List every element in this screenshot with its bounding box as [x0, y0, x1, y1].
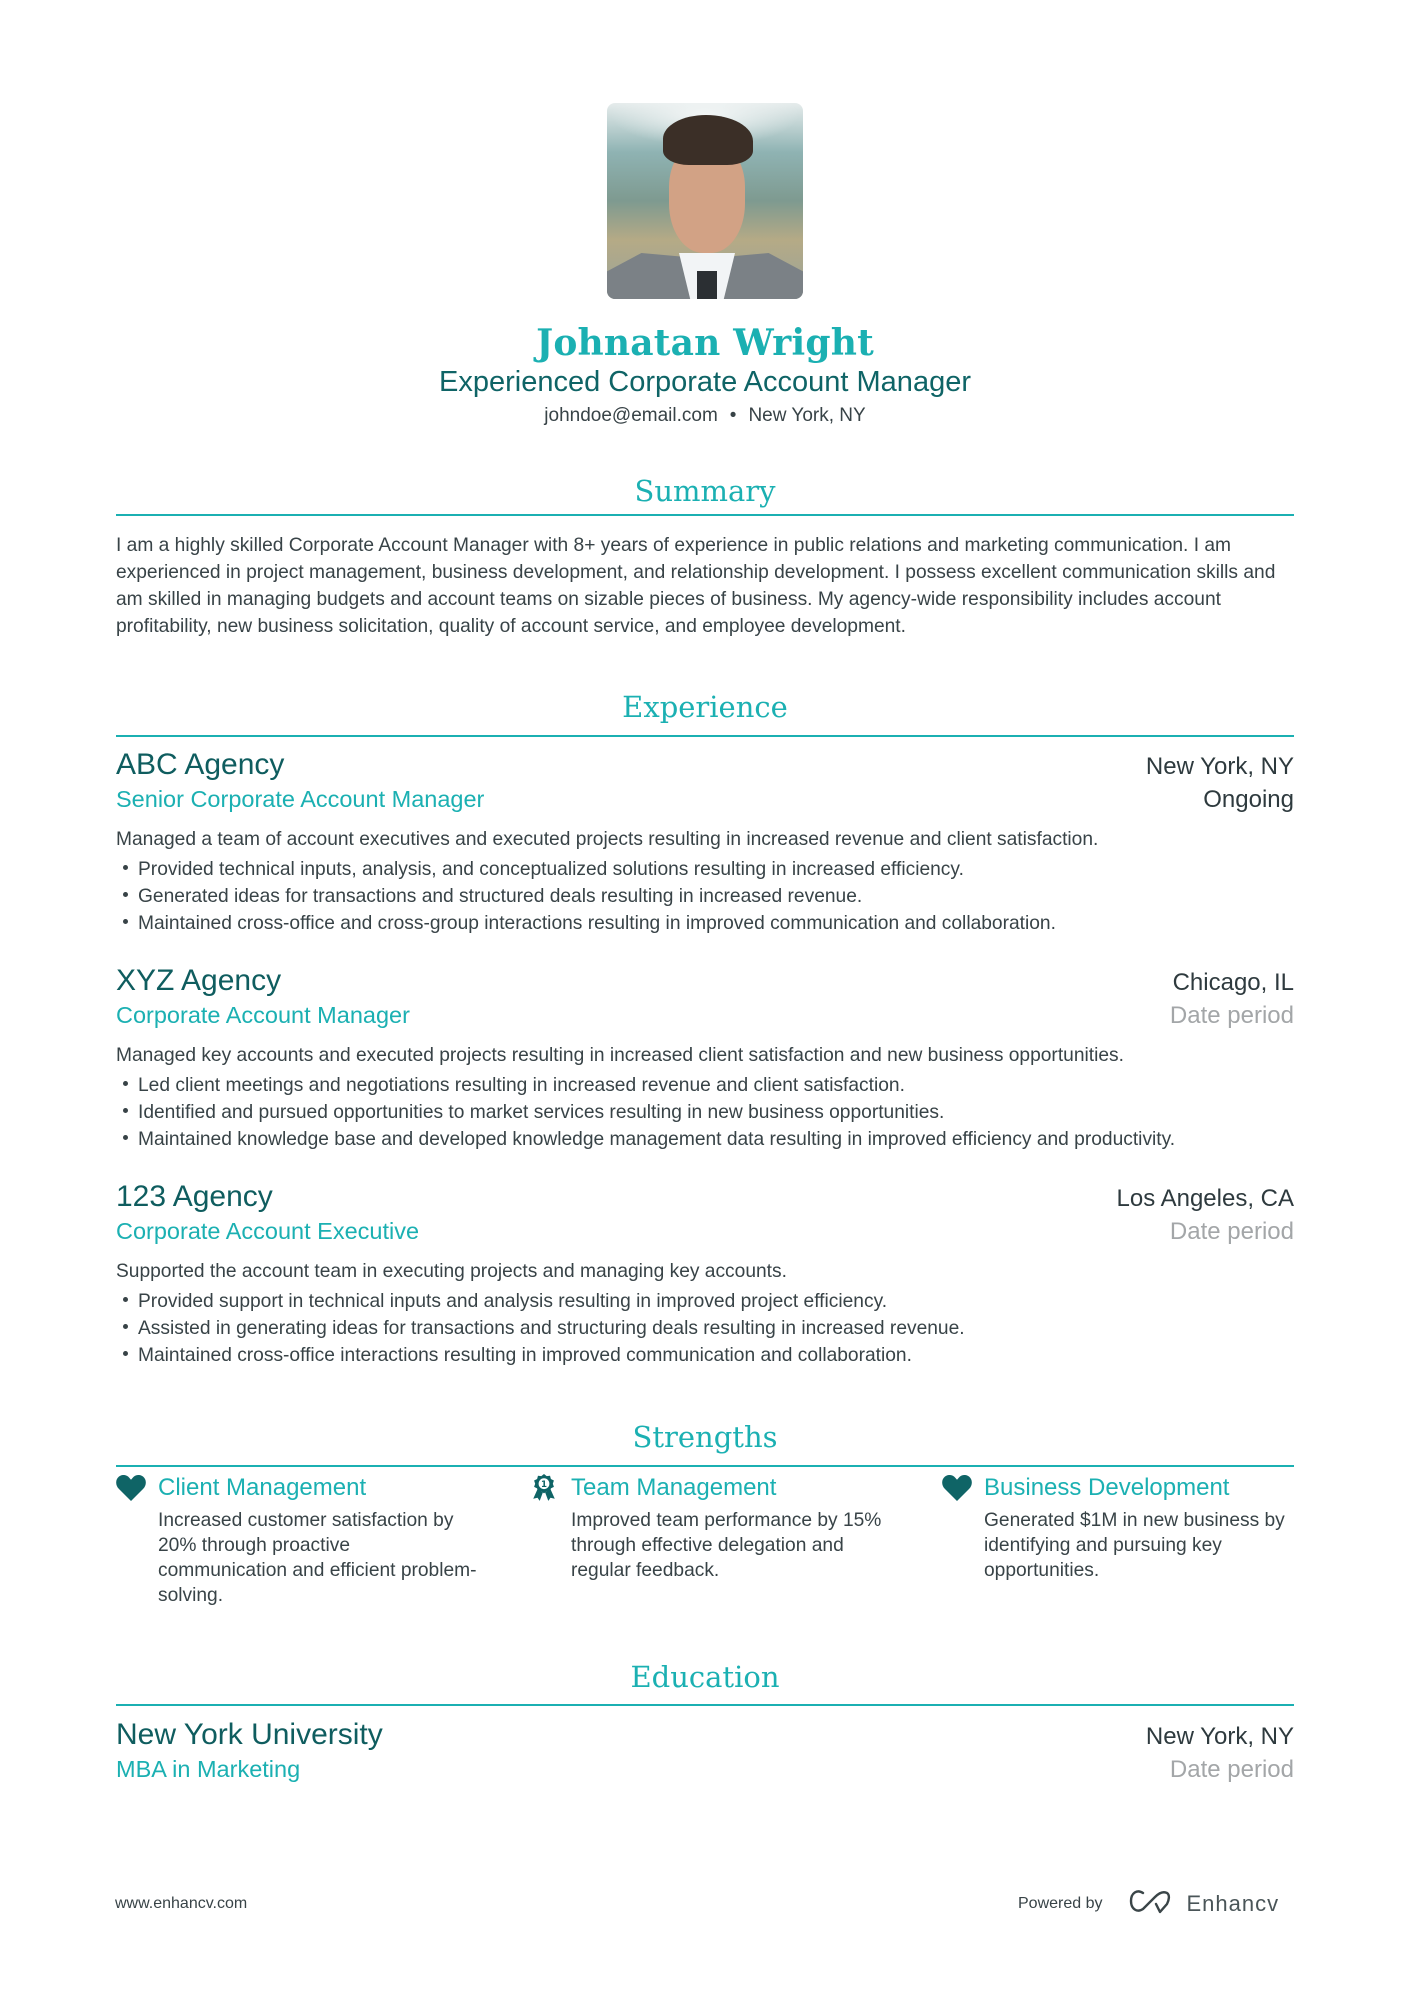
powered-by-label: Powered by	[1018, 1894, 1103, 1912]
heart-icon	[942, 1474, 972, 1502]
section-title-strengths: Strengths	[632, 1420, 778, 1454]
strength-description: Increased customer satisfaction by 20% through proactive communication and efficient problem-solving.	[158, 1510, 477, 1606]
strength-description: Improved team performance by 15% through effective delegation and regular feedback.	[571, 1510, 882, 1581]
footer-powered-by	[1018, 1888, 1279, 1919]
strength-title: Client Management	[158, 1474, 367, 1501]
strength-item	[529, 1474, 909, 1583]
degree: MBA in Marketing	[116, 1756, 301, 1782]
job-description: Managed a team of account executives and executed projects resulting in increased revenue and client satisfaction.	[116, 829, 1099, 850]
section-divider	[116, 1704, 1294, 1706]
company-name: XYZ Agency	[116, 964, 282, 997]
contact-separator: •	[729, 405, 737, 426]
job-bullets	[116, 856, 1294, 937]
bullet-item: Generated ideas for transactions and structured deals resulting in increased revenue.	[116, 883, 1294, 910]
company-name: 123 Agency	[116, 1180, 273, 1213]
profile-photo	[607, 103, 803, 299]
strength-title: Business Development	[984, 1474, 1230, 1501]
bullet-item: Assisted in generating ideas for transactions and structuring deals resulting in increased revenue.	[116, 1315, 1294, 1342]
contact-email[interactable]: johndoe@email.com	[544, 405, 718, 426]
bullet-item: Identified and pursued opportunities to market services resulting in new business opportunities.	[116, 1099, 1294, 1126]
bullet-item: Provided technical inputs, analysis, and conceptualized solutions resulting in increased efficiency.	[116, 856, 1294, 883]
bullet-item: Maintained knowledge base and developed knowledge management data resulting in improved efficiency and productivity.	[116, 1126, 1294, 1153]
contact-location: New York, NY	[748, 405, 866, 426]
strength-item	[116, 1474, 496, 1608]
school-name: New York University	[116, 1718, 383, 1751]
company-name: ABC Agency	[116, 748, 285, 781]
bullet-item: Led client meetings and negotiations resulting in increased revenue and client satisfaction.	[116, 1072, 1294, 1099]
experience-entry	[116, 964, 1294, 1153]
section-title-summary: Summary	[634, 474, 776, 508]
bullet-item: Maintained cross-office and cross-group interactions resulting in improved communication and collaboration.	[116, 910, 1294, 937]
strength-description: Generated $1M in new business by identifying and pursuing key opportunities.	[984, 1510, 1285, 1581]
school-location: New York, NY	[1145, 1723, 1294, 1750]
heart-icon	[116, 1474, 146, 1502]
award-ribbon-icon	[529, 1474, 559, 1502]
job-location: New York, NY	[1145, 753, 1294, 780]
bullet-item: Maintained cross-office interactions resulting in improved communication and collaboration.	[116, 1342, 1294, 1369]
experience-entry	[116, 1180, 1294, 1369]
enhancv-brand[interactable]: Enhancv	[1186, 1890, 1280, 1916]
job-date: Ongoing	[1203, 786, 1294, 813]
job-location: Los Angeles, CA	[1116, 1185, 1294, 1212]
summary-text: I am a highly skilled Corporate Account Manager with 8+ years of experience in public relations and marketing communication. I am experienced in project management, business development, and relationship development. I possess excellent communication skills and am skilled in managing budgets and account teams on sizable pieces of business. My agency-wide responsibility includes account profitability, new business solicitation, quality of account service, and employee development.	[116, 535, 1276, 637]
job-title: Corporate Account Executive	[116, 1218, 420, 1244]
section-divider	[116, 514, 1294, 516]
svg-text:1: 1	[541, 1479, 547, 1490]
section-title-education: Education	[630, 1660, 780, 1694]
education-entry	[116, 1718, 1294, 1784]
section-divider	[116, 735, 1294, 737]
enhancv-logo-icon	[1129, 1888, 1177, 1919]
job-bullets	[116, 1288, 1294, 1369]
job-description: Managed key accounts and executed projects resulting in increased client satisfaction and new business opportunities.	[116, 1045, 1124, 1066]
strength-item	[942, 1474, 1322, 1583]
section-title-experience: Experience	[622, 690, 788, 724]
job-description: Supported the account team in executing projects and managing key accounts.	[116, 1261, 787, 1282]
section-divider	[116, 1465, 1294, 1467]
job-date: Date period	[1169, 1002, 1294, 1029]
job-title: Corporate Account Manager	[116, 1002, 410, 1028]
job-date: Date period	[1169, 1218, 1294, 1245]
job-location: Chicago, IL	[1172, 969, 1294, 996]
education-date: Date period	[1169, 1756, 1294, 1783]
candidate-name: Johnatan Wright	[536, 322, 874, 364]
footer-website-link[interactable]: www.enhancv.com	[115, 1895, 248, 1912]
contact-line	[116, 405, 1294, 427]
job-title: Senior Corporate Account Manager	[116, 786, 485, 812]
candidate-headline: Experienced Corporate Account Manager	[439, 366, 971, 398]
job-bullets	[116, 1072, 1294, 1153]
strength-title: Team Management	[571, 1474, 777, 1501]
experience-entry	[116, 748, 1294, 937]
bullet-item: Provided support in technical inputs and analysis resulting in improved project efficiency.	[116, 1288, 1294, 1315]
